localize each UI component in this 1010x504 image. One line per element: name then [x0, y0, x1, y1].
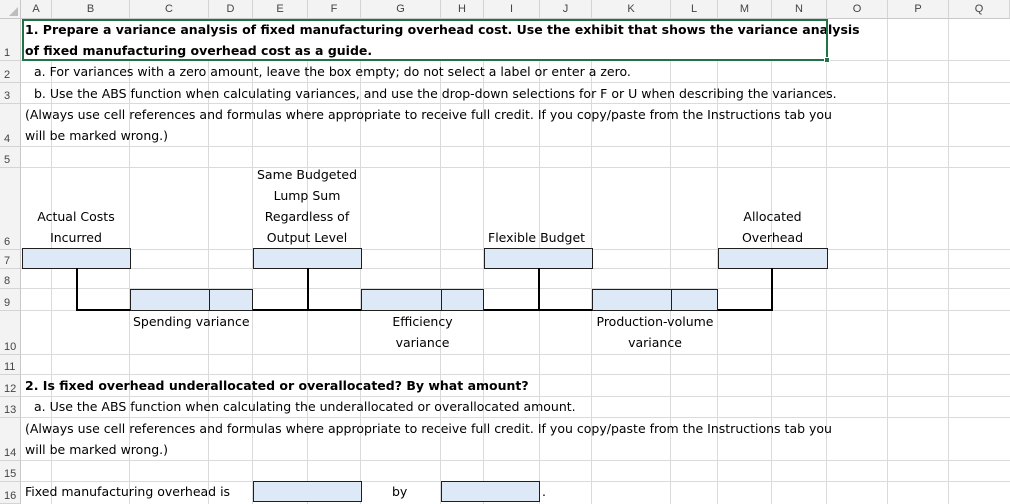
- efficiency-variance-fu-select[interactable]: [441, 289, 484, 311]
- spending-variance-label: Spending variance: [133, 314, 250, 329]
- connector-line: [307, 268, 309, 311]
- col-header-j[interactable]: J: [540, 0, 592, 19]
- connector-line: [252, 309, 363, 311]
- col-header-m[interactable]: M: [718, 0, 772, 19]
- row-header-8[interactable]: 8: [0, 269, 21, 289]
- connector-line: [76, 268, 78, 311]
- production-volume-variance-amount-input[interactable]: [592, 289, 672, 311]
- col-header-g[interactable]: G: [361, 0, 441, 19]
- q1-title-line2: of fixed manufacturing overhead cost as a guide.: [25, 43, 373, 58]
- col-header-n[interactable]: N: [772, 0, 827, 19]
- col-header-d[interactable]: D: [209, 0, 253, 19]
- q1-title-line1: 1. Prepare a variance analysis of fixed manufacturing overhead cost. Use the exhibit that shows the variance analysis: [25, 22, 860, 37]
- row-header-10[interactable]: 10: [0, 311, 21, 355]
- connector-line: [718, 309, 773, 311]
- by-label: by: [392, 484, 408, 499]
- q1-note-line1: (Always use cell references and formulas where appropriate to receive full credit. If you copy/paste from the Instructions tab you: [25, 107, 832, 122]
- same-budgeted-lump-sum-input[interactable]: [253, 248, 362, 269]
- col-header-c[interactable]: C: [130, 0, 209, 19]
- spending-variance-amount-input[interactable]: [130, 289, 210, 311]
- row-header-2[interactable]: 2: [0, 61, 21, 83]
- sentence-period: .: [542, 484, 546, 499]
- col-header-k[interactable]: K: [592, 0, 671, 19]
- under-over-allocated-select[interactable]: [253, 481, 362, 502]
- row-header-1[interactable]: 1: [0, 19, 21, 61]
- col-header-q[interactable]: Q: [949, 0, 1010, 19]
- row-header-9[interactable]: 9: [0, 289, 21, 311]
- efficiency-variance-amount-input[interactable]: [361, 289, 442, 311]
- spending-variance-fu-select[interactable]: [209, 289, 253, 311]
- actual-costs-label-line2: Incurred: [50, 230, 102, 245]
- row-header-7[interactable]: 7: [0, 250, 21, 269]
- row-header-11[interactable]: 11: [0, 355, 21, 375]
- actual-costs-label-line1: Actual Costs: [37, 209, 115, 224]
- q2-note-line2: will be marked wrong.): [25, 442, 169, 457]
- budget-label-line2: Lump Sum: [273, 188, 341, 203]
- allocation-amount-input[interactable]: [441, 481, 540, 502]
- budget-label-line1: Same Budgeted: [256, 167, 358, 182]
- row-header-14[interactable]: 14: [0, 418, 21, 461]
- efficiency-variance-label-line1: Efficiency: [392, 314, 453, 329]
- actual-costs-input[interactable]: [22, 248, 131, 269]
- q1-note-line2: will be marked wrong.): [25, 128, 169, 143]
- row-header-5[interactable]: 5: [0, 147, 21, 168]
- allocated-overhead-input[interactable]: [718, 248, 828, 269]
- col-header-e[interactable]: E: [253, 0, 308, 19]
- select-all-corner[interactable]: [0, 0, 21, 19]
- col-header-f[interactable]: F: [308, 0, 361, 19]
- budget-label-line4: Output Level: [266, 230, 348, 245]
- connector-line: [483, 309, 594, 311]
- col-header-i[interactable]: I: [484, 0, 540, 19]
- efficiency-variance-label-line2: variance: [395, 335, 450, 350]
- flexible-budget-label: Flexible Budget: [488, 230, 586, 245]
- row-header-4[interactable]: 4: [0, 104, 21, 147]
- q1-instruction-a: a. For variances with a zero amount, leave the box empty; do not select a label or enter a zero.: [34, 64, 631, 79]
- row-header-6[interactable]: 6: [0, 168, 21, 250]
- q2-note-line1: (Always use cell references and formulas where appropriate to receive full credit. If you copy/paste from the Instructions tab you: [25, 421, 832, 436]
- fill-handle[interactable]: [824, 57, 830, 63]
- production-volume-variance-fu-select[interactable]: [671, 289, 718, 311]
- col-header-l[interactable]: L: [671, 0, 718, 19]
- col-header-a[interactable]: A: [21, 0, 52, 19]
- q2-title: 2. Is fixed overhead underallocated or overallocated? By what amount?: [25, 378, 529, 393]
- fixed-overhead-answer-label: Fixed manufacturing overhead is: [25, 484, 231, 499]
- allocated-overhead-label-line1: Allocated: [743, 209, 802, 224]
- row-header-16[interactable]: 16: [0, 482, 21, 504]
- production-volume-label-line2: variance: [628, 335, 682, 350]
- col-header-b[interactable]: B: [52, 0, 130, 19]
- row-header-15[interactable]: 15: [0, 461, 21, 482]
- col-header-h[interactable]: H: [441, 0, 484, 19]
- connector-line: [771, 268, 773, 311]
- row-header-13[interactable]: 13: [0, 397, 21, 418]
- production-volume-label-line1: Production-volume: [596, 314, 714, 329]
- row-header-3[interactable]: 3: [0, 83, 21, 104]
- budget-label-line3: Regardless of: [264, 209, 350, 224]
- q2-instruction-a: a. Use the ABS function when calculating the underallocated or overallocated amount.: [34, 399, 576, 414]
- connector-line: [538, 268, 540, 311]
- q1-instruction-b: b. Use the ABS function when calculating variances, and use the drop-down selections for F or U when describing the variances.: [34, 86, 837, 101]
- col-header-p[interactable]: P: [888, 0, 949, 19]
- col-header-o[interactable]: O: [827, 0, 888, 19]
- connector-line: [76, 309, 131, 311]
- flexible-budget-input[interactable]: [484, 248, 593, 269]
- allocated-overhead-label-line2: Overhead: [741, 230, 804, 245]
- row-header-12[interactable]: 12: [0, 375, 21, 397]
